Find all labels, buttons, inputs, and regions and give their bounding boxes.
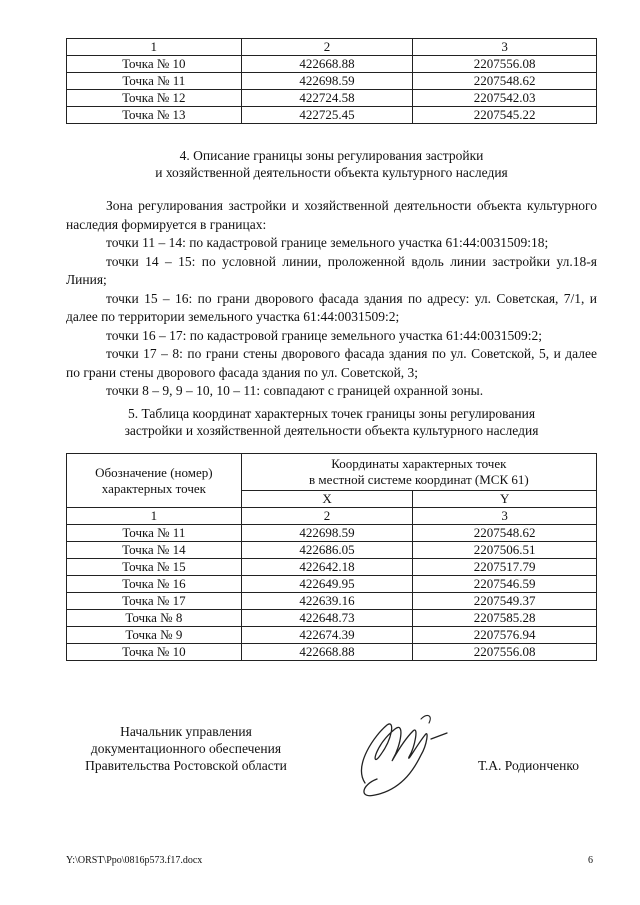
point-cell: Точка № 11 xyxy=(67,525,242,542)
heading-line: застройки и хозяйственной деятельности объекта культурного наследия xyxy=(124,423,539,438)
table-row xyxy=(67,644,597,661)
header-cell: 2 xyxy=(241,508,413,525)
point-cell: Точка № 8 xyxy=(67,610,242,627)
header-line: характерных точек xyxy=(101,480,206,496)
y-cell: 2207517.79 xyxy=(413,559,597,576)
x-cell: 422698.59 xyxy=(241,525,413,542)
heading-line: и хозяйственной деятельности объекта культурного наследия xyxy=(155,165,508,180)
y-cell: 2207506.51 xyxy=(413,542,597,559)
section-5-heading xyxy=(66,405,597,439)
x-cell: 422648.73 xyxy=(241,610,413,627)
point-cell: Точка № 13 xyxy=(67,107,242,124)
header-line: в местной системе координат (МСК 61) xyxy=(308,472,529,487)
file-path-footer: Y:\ORST\Ppo\0816p573.f17.docx xyxy=(66,855,203,866)
regulation-zone-coordinates-table xyxy=(66,453,597,661)
header-line: Обозначение (номер) xyxy=(95,464,213,480)
header-cell: 2 xyxy=(241,39,413,56)
section-4-body xyxy=(66,197,597,401)
handwritten-signature xyxy=(335,705,455,805)
header-cell: 1 xyxy=(67,39,242,56)
heading-line: 5. Таблица координат характерных точек границы зоны регулирования xyxy=(127,406,536,421)
paragraph: Зона регулирования застройки и хозяйственной деятельности объекта культурного наследия формируется в границах: xyxy=(66,198,597,232)
x-header: X xyxy=(241,491,413,508)
x-cell: 422649.95 xyxy=(241,576,413,593)
x-cell: 422674.39 xyxy=(241,627,413,644)
table-row xyxy=(67,73,597,90)
title-line: документационного обеспечения xyxy=(90,741,282,756)
signatory-name: Т.А. Родионченко xyxy=(478,758,579,773)
title-line: Правительства Ростовской области xyxy=(85,758,287,773)
point-cell: Точка № 12 xyxy=(67,90,242,107)
paragraph: точки 17 – 8: по грани стены дворового фасада здания по ул. Советской, 5, и далее по грани стены дворового фасада здания по ул. Советской, 3; xyxy=(66,346,597,380)
table-row xyxy=(67,107,597,124)
table-row xyxy=(67,525,597,542)
title-line: Начальник управления xyxy=(120,724,252,739)
table-row xyxy=(67,627,597,644)
y-header: Y xyxy=(413,491,597,508)
x-cell: 422668.88 xyxy=(241,644,413,661)
y-cell: 2207548.62 xyxy=(413,73,597,90)
y-cell: 2207542.03 xyxy=(413,90,597,107)
point-cell: Точка № 17 xyxy=(67,593,242,610)
header-cell: 3 xyxy=(413,39,597,56)
x-cell: 422639.16 xyxy=(241,593,413,610)
y-cell: 2207576.94 xyxy=(413,627,597,644)
paragraph: точки 8 – 9, 9 – 10, 10 – 11: совпадают с границей охранной зоны. xyxy=(106,383,484,398)
y-cell: 2207549.37 xyxy=(413,593,597,610)
table-row xyxy=(67,56,597,73)
coordinates-table-continued xyxy=(66,38,597,124)
table-header-row xyxy=(67,39,597,56)
y-cell: 2207585.28 xyxy=(413,610,597,627)
paragraph: точки 16 – 17: по кадастровой границе земельного участка 61:44:0031509:2; xyxy=(106,327,542,343)
header-cell: 1 xyxy=(67,508,242,525)
paragraph: точки 15 – 16: по грани дворового фасада здания по адресу: ул. Советская, 7/1, и далее по территории земельного участка 61:44:0031509:2; xyxy=(66,290,597,324)
table-row xyxy=(67,593,597,610)
table-row xyxy=(67,610,597,627)
table-row xyxy=(67,90,597,107)
point-designation-header xyxy=(67,454,242,508)
point-cell: Точка № 10 xyxy=(67,56,242,73)
table-header-row xyxy=(67,454,597,491)
y-cell: 2207545.22 xyxy=(413,107,597,124)
x-cell: 422668.88 xyxy=(241,56,413,73)
x-cell: 422725.45 xyxy=(241,107,413,124)
y-cell: 2207556.08 xyxy=(413,56,597,73)
point-cell: Точка № 10 xyxy=(67,644,242,661)
page-number: 6 xyxy=(588,855,593,866)
table-row xyxy=(67,542,597,559)
table-row xyxy=(67,559,597,576)
point-cell: Точка № 15 xyxy=(67,559,242,576)
table-number-row xyxy=(67,508,597,525)
y-cell: 2207556.08 xyxy=(413,644,597,661)
paragraph: точки 14 – 15: по условной линии, проложенной вдоль линии застройки ул.18-я Линия; xyxy=(66,253,597,287)
signatory-title xyxy=(66,723,306,774)
x-cell: 422724.58 xyxy=(241,90,413,107)
header-line: Координаты характерных точек xyxy=(331,456,507,471)
heading-line: 4. Описание границы зоны регулирования застройки xyxy=(179,148,484,163)
x-cell: 422686.05 xyxy=(241,542,413,559)
point-cell: Точка № 11 xyxy=(67,73,242,90)
paragraph: точки 11 – 14: по кадастровой границе земельного участка 61:44:0031509:18; xyxy=(106,235,549,250)
point-cell: Точка № 16 xyxy=(67,576,242,593)
header-cell: 3 xyxy=(413,508,597,525)
table-row xyxy=(67,576,597,593)
coordinates-header xyxy=(241,454,596,491)
x-cell: 422698.59 xyxy=(241,73,413,90)
y-cell: 2207546.59 xyxy=(413,576,597,593)
section-4-heading xyxy=(66,147,597,181)
x-cell: 422642.18 xyxy=(241,559,413,576)
y-cell: 2207548.62 xyxy=(413,525,597,542)
point-cell: Точка № 9 xyxy=(67,627,242,644)
point-cell: Точка № 14 xyxy=(67,542,242,559)
